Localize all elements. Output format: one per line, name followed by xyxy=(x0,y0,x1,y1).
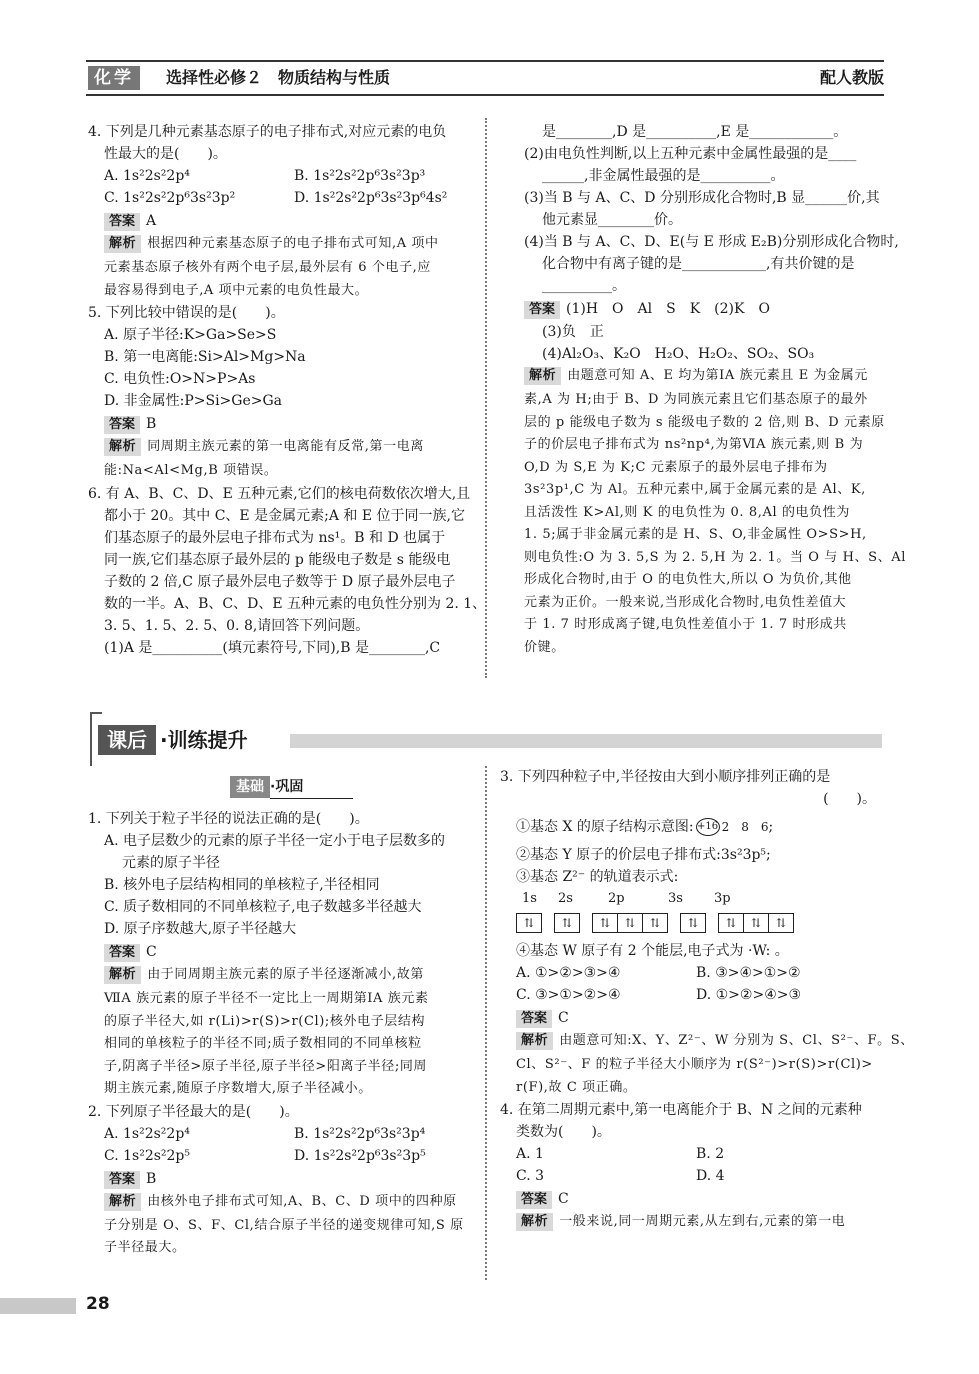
book-title: 选择性必修２ 物质结构与性质 xyxy=(166,68,391,87)
text-line: 元素的原子半径 xyxy=(122,855,220,871)
tag-text: 根据四种元素基态原子的电子排布式可知,A 项中 xyxy=(147,236,439,251)
option-d: D. 4 xyxy=(696,1168,725,1184)
text-line: (3)负 正 xyxy=(542,324,604,340)
option-d: D. ①>②>④>③ xyxy=(696,987,802,1003)
item-1 xyxy=(500,810,884,844)
text-line: C. 电负性:O>N>P>As xyxy=(104,371,256,387)
answer-line xyxy=(508,297,888,321)
text-line: (1)A 是__________(填元素符号,下同),B 是________,C xyxy=(104,639,441,656)
explanation-line: 子半径最大。 xyxy=(104,1240,186,1255)
section-bar xyxy=(290,734,882,748)
edition-label: 配人教版 xyxy=(819,68,884,87)
page-number: 28 xyxy=(86,1294,110,1314)
q3-explanation-line: r(F),故 C 项正确。 xyxy=(516,1079,637,1095)
explanation-tag: 解析 xyxy=(104,966,141,984)
option-a: A. 1 xyxy=(516,1146,544,1162)
tag-text: B xyxy=(146,416,157,432)
tag-text: 同周期主族元素的第一电离能有反常,第一电离 xyxy=(147,439,424,454)
explanation-line xyxy=(88,1191,480,1215)
text-line: B. 核外电子层结构相同的单核粒子,半径相同 xyxy=(104,877,380,893)
text-line: 数的一半。A、B、C、D、E 五种元素的电负性分别为 2. 1、 xyxy=(104,595,487,612)
explanation-line: 子,阴离子半径>原子半径,原子半径>阳离子半径;同周 xyxy=(104,1058,428,1074)
text-line: (4)当 B 与 A、C、D、E(与 E 形成 E₂B)分别形成化合物时, xyxy=(524,234,899,250)
subsection-heading xyxy=(230,776,353,800)
option-left: A. 1s²2s²2p⁴ xyxy=(104,1125,190,1142)
question-3: 3. 下列四种粒子中,半径按由大到小顺序排列正确的是 xyxy=(500,769,831,785)
q3-explanation-line: Cl、S²⁻、F 的粒子半径大小顺序为 r(S²⁻)>r(S)>r(Cl)> xyxy=(516,1057,873,1072)
explanation-line: 相同的单核粒子的半径不同;质子数相同的不同单核粒 xyxy=(104,1036,422,1051)
options-row xyxy=(88,1145,480,1167)
atom-structure-nucleus: +16 xyxy=(696,818,720,836)
option-right: D. 1s²2s²2p⁶3s²3p⁵ xyxy=(294,1147,426,1164)
section-title: ·训练提升 xyxy=(160,728,248,752)
explanation-tag: 解析 xyxy=(524,367,561,385)
explanation-line: 的原子半径大,如 r(Li)>r(S)>r(Cl);核外电子层结构 xyxy=(104,1013,426,1029)
orb-box: ⇅ xyxy=(516,913,542,933)
explanation-line: 价键。 xyxy=(524,639,565,655)
left-column-bottom xyxy=(88,808,480,1260)
text-line: ______,非金属性最强的是__________。 xyxy=(542,168,785,184)
text-line: D. 非金属性:P>Si>Ge>Ga xyxy=(104,393,283,409)
question-4: 4. 在第二周期元素中,第一电离能介于 B、N 之间的元素种 xyxy=(500,1102,862,1118)
orb-label-3p: 3p xyxy=(714,891,731,906)
answer-line xyxy=(88,940,480,964)
orb-3p xyxy=(718,913,794,933)
tag-text: 由核外电子排布式可知,A、B、C、D 项中的四种原 xyxy=(147,1193,457,1209)
option-b: B. 2 xyxy=(696,1146,725,1162)
orb-box: ⇅ xyxy=(718,913,744,933)
option-right: B. 1s²2s²2p⁶3s²3p³ xyxy=(294,168,426,184)
option-right: D. 1s²2s²2p⁶3s²3p⁶4s² xyxy=(294,190,448,206)
option-left: C. 1s²2s²2p⁶3s²3p² xyxy=(104,190,236,206)
text-line: (3)当 B 与 A、C、D 分别形成化合物时,B 显______价,其 xyxy=(524,190,880,206)
explanation-line: 期主族元素,随原子序数增大,原子半径减小。 xyxy=(104,1081,372,1096)
tag-text: (1)H O Al S K (2)K O xyxy=(566,301,770,317)
text-line: 性最大的是( )。 xyxy=(104,146,227,162)
option-right: B. 1s²2s²2p⁶3s²3p⁴ xyxy=(294,1125,426,1142)
explanation-tag: 解析 xyxy=(516,1032,553,1050)
right-column-top xyxy=(508,121,907,659)
explanation-line: 1. 5;属于非金属元素的是 H、S、O,非金属性 O>S>H, xyxy=(524,527,867,542)
explanation-line: 于 1. 7 时形成离子键,电负性差值小于 1. 7 时形成共 xyxy=(524,617,847,632)
orb-label-2s: 2s xyxy=(558,891,573,906)
q3-explanation xyxy=(500,1030,914,1054)
explanation-line: 且活泼性 K>Al,则 K 的电负性为 0. 8,Al 的电负性为 xyxy=(524,504,850,520)
orb-box: ⇅ xyxy=(554,913,580,933)
text-line: 3. 5、1. 5、2. 5、0. 8,请回答下列问题。 xyxy=(104,617,370,634)
question-4-cont: 类数为( )。 xyxy=(516,1124,611,1140)
text-line: D. 原子序数越大,原子半径越大 xyxy=(104,921,297,937)
text-line: A. 原子半径:K>Ga>Se>S xyxy=(104,327,277,343)
explanation-line: 形成化合物时,由于 O 的电负性大,所以 O 为负价,其他 xyxy=(524,572,852,587)
text-line: 同一族,它们基态原子最外层的 p 能级电子数是 s 能级电 xyxy=(104,551,451,568)
explanation-line: ⅦA 族元素的原子半径不一定比上一周期第ⅠA 族元素 xyxy=(104,991,429,1006)
options-row xyxy=(88,165,480,187)
orb-label-3s: 3s xyxy=(668,891,683,906)
text-line: C. 质子数相同的不同单核粒子,电子数越多半径越大 xyxy=(104,899,422,915)
orb-3s xyxy=(680,913,706,933)
text-line: 都小于 20。其中 C、E 是金属元素;A 和 E 位于同一族,它 xyxy=(104,507,465,524)
option-left: A. 1s²2s²2p⁴ xyxy=(104,168,190,184)
orb-box: ⇅ xyxy=(680,913,706,933)
question-stem: 6. 有 A、B、C、D、E 五种元素,它们的核电荷数依次增大,且 xyxy=(88,485,471,502)
text-line: 他元素显________价。 xyxy=(542,212,682,228)
explanation-line: 素,A 为 H;由于 B、D 为同族元素且它们基态原子的最外 xyxy=(524,392,868,407)
page-header xyxy=(86,60,884,96)
answer-tag: 答案 xyxy=(104,416,140,434)
explanation-line xyxy=(508,365,888,389)
atom-structure-shells: 2 8 6 xyxy=(721,820,769,834)
q3-options-cd xyxy=(500,984,884,1006)
text-line: 是________,D 是__________,E 是____________。 xyxy=(542,124,848,140)
option-c: C. 3 xyxy=(516,1168,545,1184)
option-c: C. ③>①>②>④ xyxy=(516,987,621,1003)
item-1-semicolon: ; xyxy=(768,819,774,835)
explanation-line xyxy=(88,233,480,257)
text-line: __________。 xyxy=(542,278,626,294)
option-a: A. ①>②>③>④ xyxy=(516,965,621,981)
answer-tag: 答案 xyxy=(104,1171,140,1189)
question-stem: 2. 下列原子半径最大的是( )。 xyxy=(88,1103,299,1120)
explanation-tag: 解析 xyxy=(104,235,141,253)
subsection-title: ·巩固 xyxy=(270,776,353,799)
explanation-line xyxy=(88,964,480,988)
subsection-badge: 基础 xyxy=(230,776,270,798)
header-rule-top xyxy=(86,60,884,62)
options-row xyxy=(88,1123,480,1145)
tag-text: 由题意可知 A、E 均为第ⅠA 族元素且 E 为金属元 xyxy=(567,368,868,383)
orb-box: ⇅ xyxy=(618,913,643,933)
option-left: C. 1s²2s²2p⁵ xyxy=(104,1147,191,1164)
orb-label-1s: 1s xyxy=(522,891,537,906)
question-stem: 1. 下列关于粒子半径的说法正确的是( )。 xyxy=(88,811,369,827)
text-line: 化合物中有离子键的是____________,有共价键的是 xyxy=(542,256,855,272)
q4-options-cd xyxy=(500,1165,884,1187)
explanation-line: 则电负性:O 为 3. 5,S 为 2. 5,H 为 2. 1。当 O 与 H、S、Al xyxy=(524,549,907,565)
q4-explanation xyxy=(500,1211,884,1235)
subject-badge: 化学 xyxy=(88,66,140,90)
answer-tag: 答案 xyxy=(524,301,560,319)
explanation-line: 最容易得到电子,A 项中元素的电负性最大。 xyxy=(104,282,369,298)
item-1-text: ①基态 X 的原子结构示意图: xyxy=(516,819,694,835)
answer-text: C xyxy=(558,1010,569,1026)
item-2: ②基态 Y 原子的价层电子排布式:3s²3p⁵; xyxy=(516,847,771,863)
explanation-text: 由题意可知:X、Y、Z²⁻、W 分别为 S、Cl、S²⁻、F。S、 xyxy=(559,1033,914,1048)
q3-options-ab xyxy=(500,962,884,984)
question-stem: 5. 下列比较中错误的是( )。 xyxy=(88,305,285,321)
explanation-line: 元素基态原子核外有两个电子层,最外层有 6 个电子,应 xyxy=(104,260,432,275)
explanation-line: 3s²3p¹,C 为 Al。五种元素中,属于金属元素的是 Al、K, xyxy=(524,482,866,497)
footer-bar xyxy=(0,1298,76,1314)
orb-label-2p: 2p xyxy=(608,891,625,906)
explanation-line xyxy=(88,436,480,460)
explanation-line: O,D 为 S,E 为 K;C 元素原子的最外层电子排布为 xyxy=(524,459,828,475)
explanation-tag: 解析 xyxy=(104,438,141,456)
orb-box: ⇅ xyxy=(769,913,794,933)
explanation-tag: 解析 xyxy=(104,1193,141,1211)
text-line: (4)Al₂O₃、K₂O H₂O、H₂O₂、SO₂、SO₃ xyxy=(542,346,815,362)
answer-line xyxy=(88,1167,480,1191)
text-line: 子数的 2 倍,C 原子最外层电子数等于 D 原子最外层电子 xyxy=(104,573,456,590)
option-b: B. ③>④>①>② xyxy=(696,965,801,981)
section-label: 课后 xyxy=(98,725,156,755)
column-divider-top xyxy=(485,118,487,678)
q4-options-ab xyxy=(500,1143,884,1165)
orb-1s xyxy=(516,913,542,933)
explanation-line: 层的 p 能级电子数为 s 能级电子数的 2 倍,则 B、D 元素原 xyxy=(524,414,885,430)
orb-2p xyxy=(592,913,668,933)
right-column-bottom xyxy=(500,766,914,1235)
answer-tag: 答案 xyxy=(516,1191,552,1209)
explanation-line: 子的价层电子排布式为 ns²np⁴,为第ⅥA 族元素,则 B 为 xyxy=(524,437,864,452)
q3-answer xyxy=(500,1006,884,1030)
section-banner xyxy=(90,712,882,764)
text-line: B. 第一电离能:Si>Al>Mg>Na xyxy=(104,349,306,365)
question-3-paren: ( )。 xyxy=(823,791,876,807)
item-3: ③基态 Z²⁻ 的轨道表示式: xyxy=(516,869,679,885)
answer-line xyxy=(88,209,480,233)
answer-tag: 答案 xyxy=(104,213,140,231)
answer-line xyxy=(88,412,480,436)
explanation-line: 元素为正价。一般来说,当形成化合物时,电负性差值大 xyxy=(524,594,847,610)
explanation-line: 能:Na<Al<Mg,B 项错误。 xyxy=(104,463,278,478)
column-divider-bottom xyxy=(485,766,487,1280)
orb-box: ⇅ xyxy=(744,913,769,933)
text-line: (2)由电负性判断,以上五种元素中金属性最强的是____ xyxy=(524,146,857,162)
answer-tag: 答案 xyxy=(104,944,140,962)
answer-tag: 答案 xyxy=(516,1010,552,1028)
orb-box: ⇅ xyxy=(592,913,618,933)
orbital-diagram xyxy=(500,910,884,936)
orb-box: ⇅ xyxy=(643,913,668,933)
answer-text: C xyxy=(558,1191,569,1207)
text-line: 们基态原子的最外层电子排布式为 ns¹。B 和 D 也属于 xyxy=(104,529,446,546)
tag-text: 由于同周期主族元素的原子半径逐渐减小,故第 xyxy=(147,967,424,982)
tag-text: B xyxy=(146,1170,157,1187)
explanation-line: 子分别是 O、S、F、Cl,结合原子半径的递变规律可知,S 原 xyxy=(104,1217,464,1233)
left-column-top xyxy=(88,121,487,659)
text-line: A. 电子层数少的元素的原子半径一定小于电子层数多的 xyxy=(104,833,446,849)
header-rule-bottom xyxy=(86,94,884,96)
orb-2s xyxy=(554,913,580,933)
explanation-text: 一般来说,同一周期元素,从左到右,元素的第一电 xyxy=(559,1214,846,1229)
tag-text: C xyxy=(146,944,157,960)
options-row xyxy=(88,187,480,209)
tag-text: A xyxy=(146,213,157,229)
q4-answer xyxy=(500,1187,884,1211)
explanation-tag: 解析 xyxy=(516,1213,553,1231)
item-4: ④基态 W 原子有 2 个能层,电子式为 ·W: 。 xyxy=(516,943,789,959)
question-stem: 4. 下列是几种元素基态原子的电子排布式,对应元素的电负 xyxy=(88,124,447,140)
orbital-labels xyxy=(500,888,884,910)
